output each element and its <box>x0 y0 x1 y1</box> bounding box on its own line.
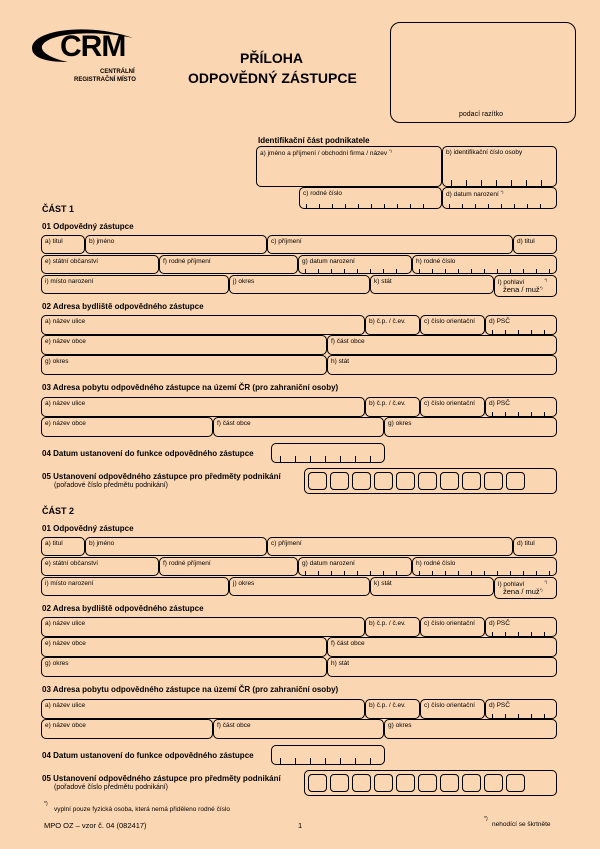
label: h) stát <box>331 358 350 365</box>
stamp-label: podací razítko <box>459 111 503 118</box>
label: f) část obce <box>331 338 365 345</box>
section-01-heading: 01 Odpovědný zástupce <box>42 524 134 533</box>
stay-street[interactable] <box>41 699 365 719</box>
label: b) č.p. / č.ev. <box>369 400 406 407</box>
label: e) název obce <box>45 722 86 729</box>
sup: *) <box>544 579 548 584</box>
trade-box[interactable] <box>308 774 327 792</box>
person-surname[interactable] <box>267 235 513 254</box>
label: f) rodné příjmení <box>163 258 211 265</box>
label: f) část obce <box>331 640 365 647</box>
part-title: ČÁST 2 <box>42 506 75 516</box>
person-district[interactable] <box>229 275 370 294</box>
label: e) název obce <box>45 338 86 345</box>
label: i) místo narození <box>45 580 94 587</box>
label: e) státní občanství <box>45 560 99 567</box>
stay-town-part[interactable] <box>213 719 384 739</box>
section-05-sub: (pořadové číslo předmětu podnikání) <box>54 784 169 791</box>
label: j) okres <box>233 278 255 285</box>
person-first-name[interactable] <box>85 537 267 556</box>
appointment-date[interactable] <box>271 745 385 765</box>
label: a) název ulice <box>45 620 86 627</box>
label: g) okres <box>388 722 412 729</box>
label: d) titul <box>517 540 535 547</box>
section-05-heading: 05 Ustanovení odpovědného zástupce pro předměty podnikání <box>42 472 281 481</box>
label: c) příjmení <box>271 540 302 547</box>
label: a) titul <box>45 540 63 547</box>
section-05-heading: 05 Ustanovení odpovědného zástupce pro předměty podnikání <box>42 774 281 783</box>
addr-town-part[interactable] <box>327 637 557 657</box>
stay-house-number[interactable] <box>365 699 420 719</box>
person-citizenship[interactable] <box>41 557 159 576</box>
logo-subtitle-2: REGISTRAČNÍ MÍSTO <box>74 77 136 83</box>
label: g) okres <box>45 660 69 667</box>
label: f) rodné příjmení <box>163 560 211 567</box>
ident-birthdate-label: d) datum narození <box>446 191 499 199</box>
person-title-after[interactable] <box>513 235 557 254</box>
trade-box[interactable] <box>396 774 415 792</box>
trade-box[interactable] <box>462 774 481 792</box>
stay-district[interactable] <box>384 719 557 739</box>
addr-house-number[interactable] <box>365 617 420 637</box>
label: a) název ulice <box>45 318 86 325</box>
ticks <box>280 758 376 764</box>
label: l) pohlaví <box>498 279 525 287</box>
label: a) název ulice <box>45 400 86 407</box>
footnote-marker: *) <box>44 801 48 807</box>
label: c) číslo orientační <box>424 620 475 627</box>
label: g) datum narození <box>302 258 355 265</box>
label: l) pohlaví <box>498 581 525 589</box>
label: c) číslo orientační <box>424 400 475 407</box>
logo-subtitle-1: CENTRÁLNÍ <box>100 69 135 75</box>
person-birth-date[interactable] <box>298 255 412 274</box>
person-first-name[interactable] <box>85 235 267 254</box>
ticks <box>419 571 550 575</box>
trade-box[interactable] <box>352 774 371 792</box>
person-birth-number[interactable] <box>412 255 557 274</box>
stay-town[interactable] <box>41 719 213 739</box>
ident-name-label: a) jméno a příjmení / obchodní firma / název <box>260 150 388 158</box>
label: e) název obce <box>45 420 86 427</box>
sex-options: žena / muž <box>503 285 540 295</box>
addr-state[interactable] <box>327 657 557 677</box>
label: a) název ulice <box>45 702 86 709</box>
trade-numbers-boxes[interactable] <box>308 774 525 792</box>
label: c) příjmení <box>271 238 302 245</box>
person-title-before[interactable] <box>41 537 85 556</box>
person-birth-place[interactable] <box>41 275 229 294</box>
addr-district[interactable] <box>41 657 327 677</box>
addr-zip[interactable] <box>485 617 557 637</box>
label: h) stát <box>331 660 350 667</box>
addr-orient-number[interactable] <box>420 617 485 637</box>
form-id: MPO OZ – vzor č. 04 (082417) <box>44 821 147 830</box>
trade-box[interactable] <box>506 774 525 792</box>
trade-box[interactable] <box>374 774 393 792</box>
label: b) č.p. / č.ev. <box>369 702 406 709</box>
label: c) číslo orientační <box>424 702 475 709</box>
label: i) místo narození <box>45 278 94 285</box>
strike-note: nehodící se škrtněte <box>492 821 551 828</box>
label: b) č.p. / č.ev. <box>369 318 406 325</box>
label: j) okres <box>233 580 255 587</box>
sup2: *) <box>539 587 543 593</box>
logo-text: CRM <box>60 30 126 63</box>
person-birth-date[interactable] <box>298 557 412 576</box>
sup: *) <box>544 277 548 282</box>
person-title-before[interactable] <box>41 235 85 254</box>
label: d) PSČ <box>489 318 510 325</box>
trade-box[interactable] <box>330 774 349 792</box>
trade-box[interactable] <box>440 774 459 792</box>
label: g) datum narození <box>302 560 355 567</box>
part-title: ČÁST 1 <box>42 204 75 214</box>
trade-box[interactable] <box>418 774 437 792</box>
stay-zip[interactable] <box>485 699 557 719</box>
label: e) název obce <box>45 640 86 647</box>
ticks <box>492 714 550 718</box>
person-sex[interactable] <box>494 275 557 297</box>
section-03-heading: 03 Adresa pobytu odpovědného zástupce na území ČR (pro zahraniční osoby) <box>42 383 339 392</box>
label: e) státní občanství <box>45 258 99 265</box>
person-state[interactable] <box>370 577 494 596</box>
ticks <box>305 269 405 273</box>
label: d) PSČ <box>489 702 510 709</box>
section-04-heading: 04 Datum ustanovení do funkce odpovědného zástupce <box>42 751 254 760</box>
label: k) stát <box>374 278 392 285</box>
label: g) okres <box>45 358 69 365</box>
section-01-heading: 01 Odpovědný zástupce <box>42 222 134 231</box>
label: f) část obce <box>217 722 251 729</box>
section-02-heading: 02 Adresa bydliště odpovědného zástupce <box>42 302 204 311</box>
person-birth-surname[interactable] <box>159 255 298 274</box>
ident-birthnum-label: c) rodné číslo <box>303 190 343 197</box>
label: d) titul <box>517 238 535 245</box>
label: h) rodné číslo <box>416 560 456 567</box>
label: d) PSČ <box>489 620 510 627</box>
person-birth-place[interactable] <box>41 577 229 596</box>
part-2 <box>0 302 600 802</box>
ident-heading: Identifikační část podnikatele <box>258 136 370 145</box>
label: h) rodné číslo <box>416 258 456 265</box>
label: k) stát <box>374 580 392 587</box>
person-birth-surname[interactable] <box>159 557 298 576</box>
addr-town[interactable] <box>41 637 327 657</box>
ident-name-sup: *) <box>389 148 392 153</box>
label: f) část obce <box>217 420 251 427</box>
label: b) č.p. / č.ev. <box>369 620 406 627</box>
ident-ico-label: b) identifikační číslo osoby <box>446 149 523 156</box>
person-citizenship[interactable] <box>41 255 159 274</box>
sex-options: žena / muž <box>503 587 540 597</box>
ticks <box>419 269 550 273</box>
footnote-text: vyplní pouze fyzická osoba, která nemá přiděleno rodné číslo <box>54 806 230 813</box>
page-number: 1 <box>298 821 303 830</box>
label: b) jméno <box>89 238 115 245</box>
ident-birthdate-sup: *) <box>500 189 504 194</box>
trade-box[interactable] <box>484 774 503 792</box>
section-05-sub: (pořadové číslo předmětu podnikání) <box>54 482 169 489</box>
section-02-heading: 02 Adresa bydliště odpovědného zástupce <box>42 604 204 613</box>
label: b) jméno <box>89 540 115 547</box>
label: g) okres <box>388 420 412 427</box>
person-sex[interactable] <box>494 577 557 599</box>
label: c) číslo orientační <box>424 318 475 325</box>
person-district[interactable] <box>229 577 370 596</box>
person-state[interactable] <box>370 275 494 294</box>
addr-street[interactable] <box>41 617 365 637</box>
ticks <box>305 571 405 575</box>
page-title-line2: ODPOVĚDNÝ ZÁSTUPCE <box>188 70 357 86</box>
label: d) PSČ <box>489 400 510 407</box>
label: a) titul <box>45 238 63 245</box>
sup2: *) <box>539 285 543 291</box>
stay-orient-number[interactable] <box>420 699 485 719</box>
person-surname[interactable] <box>267 537 513 556</box>
page-title-line1: PŘÍLOHA <box>240 50 303 66</box>
ticks <box>492 632 550 636</box>
person-birth-number[interactable] <box>412 557 557 576</box>
section-03-heading: 03 Adresa pobytu odpovědného zástupce na území ČR (pro zahraniční osoby) <box>42 685 339 694</box>
section-04-heading: 04 Datum ustanovení do funkce odpovědného zástupce <box>42 449 254 458</box>
strike-note-marker: *) <box>484 816 488 822</box>
person-title-after[interactable] <box>513 537 557 556</box>
